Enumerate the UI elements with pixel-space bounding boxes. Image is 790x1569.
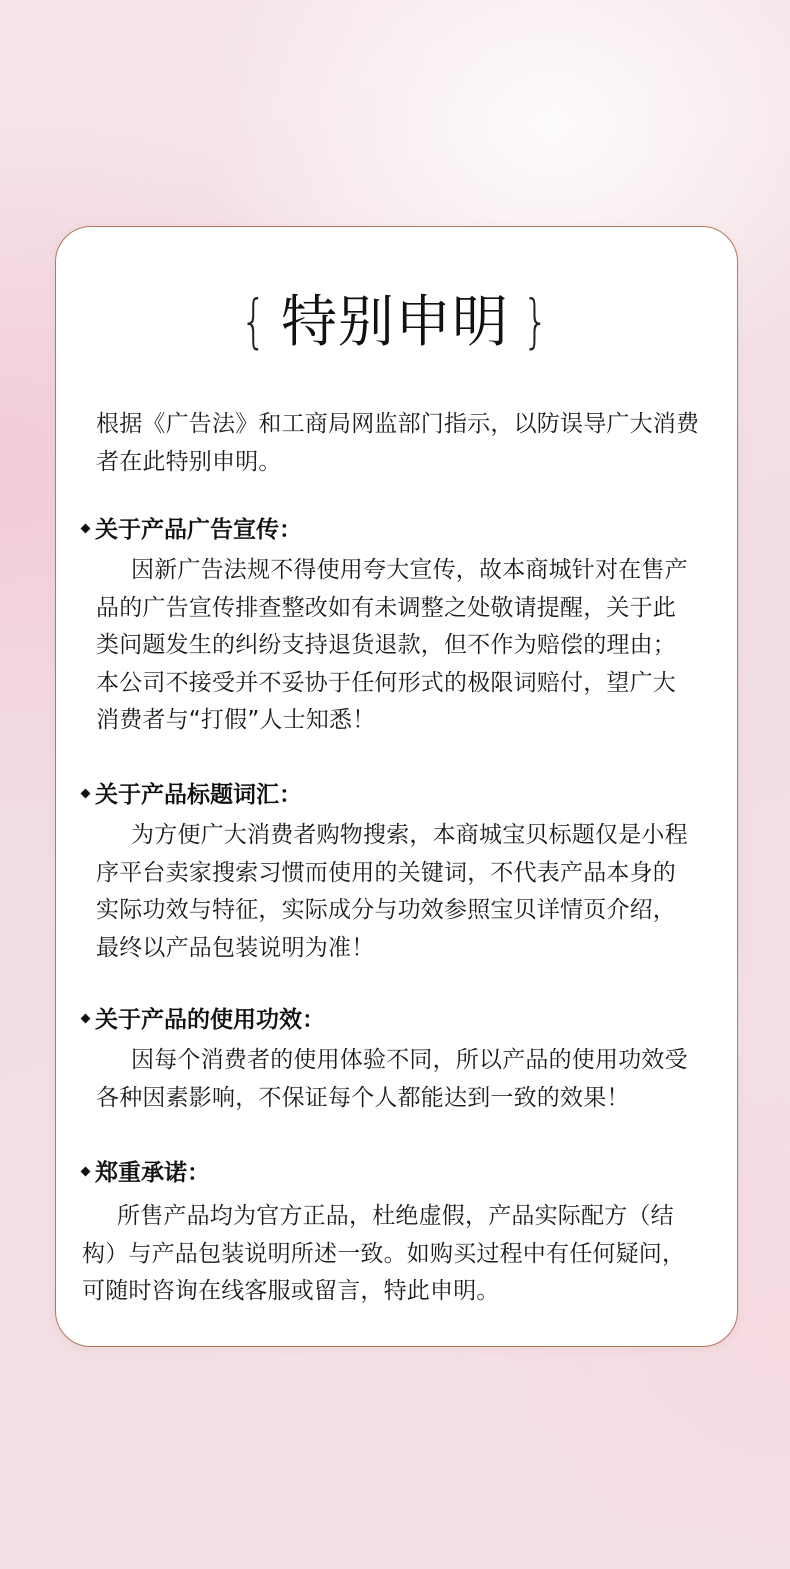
diamond-bullet-icon xyxy=(81,524,91,534)
intro-paragraph: 根据《广告法》和工商局网监部门指示，以防误导广大消费者在此特别申明。 xyxy=(96,411,700,475)
page-title xyxy=(0,285,790,359)
section-body-title-terms: 为方便广大消费者购物搜索，本商城宝贝标题仅是小程序平台卖家搜索习惯而使用的关键词，不代表产品本身的实际功效与特征，实际成分与功效参照宝贝详情页介绍，最终以产品包装说明为准！ xyxy=(96,822,688,961)
section-body-ad-promotion: 因新广告法规不得使用夸大宣传，故本商城针对在售产品的广告宣传排查整改如有未调整之处敬请提醒，关于此类问题发生的纠纷支持退货退款，但不作为赔偿的理由；本公司不接受并不妥协于任何形式的极限词赔付，望广大消费者与“打假”人士知悉！ xyxy=(96,557,688,733)
page-title-text: 特别申明 xyxy=(281,290,509,355)
left-brace: { xyxy=(240,287,268,355)
section-heading-usage-effect xyxy=(82,1005,325,1035)
diamond-bullet-icon xyxy=(81,789,91,799)
section-heading-solemn-promise xyxy=(82,1158,210,1188)
section-heading-label: 关于产品的使用功效： xyxy=(95,1007,325,1033)
section-body-solemn-promise: 所售产品均为官方正品，杜绝虚假，产品实际配方（结构）与产品包装说明所述一致。如购买过程中有任何疑问，可随时咨询在线客服或留言，特此申明。 xyxy=(82,1203,686,1304)
diamond-bullet-icon xyxy=(81,1167,91,1177)
section-body-usage-effect: 因每个消费者的使用体验不同，所以产品的使用功效受各种因素影响，不保证每个人都能达到一致的效果！ xyxy=(96,1047,688,1111)
diamond-bullet-icon xyxy=(81,1014,91,1024)
section-heading-ad-promotion xyxy=(82,515,302,545)
section-heading-label: 关于产品广告宣传： xyxy=(95,517,302,543)
right-brace: } xyxy=(522,287,550,355)
section-heading-title-terms xyxy=(82,780,302,810)
section-heading-label: 郑重承诺： xyxy=(95,1160,210,1186)
section-heading-label: 关于产品标题词汇： xyxy=(95,782,302,808)
